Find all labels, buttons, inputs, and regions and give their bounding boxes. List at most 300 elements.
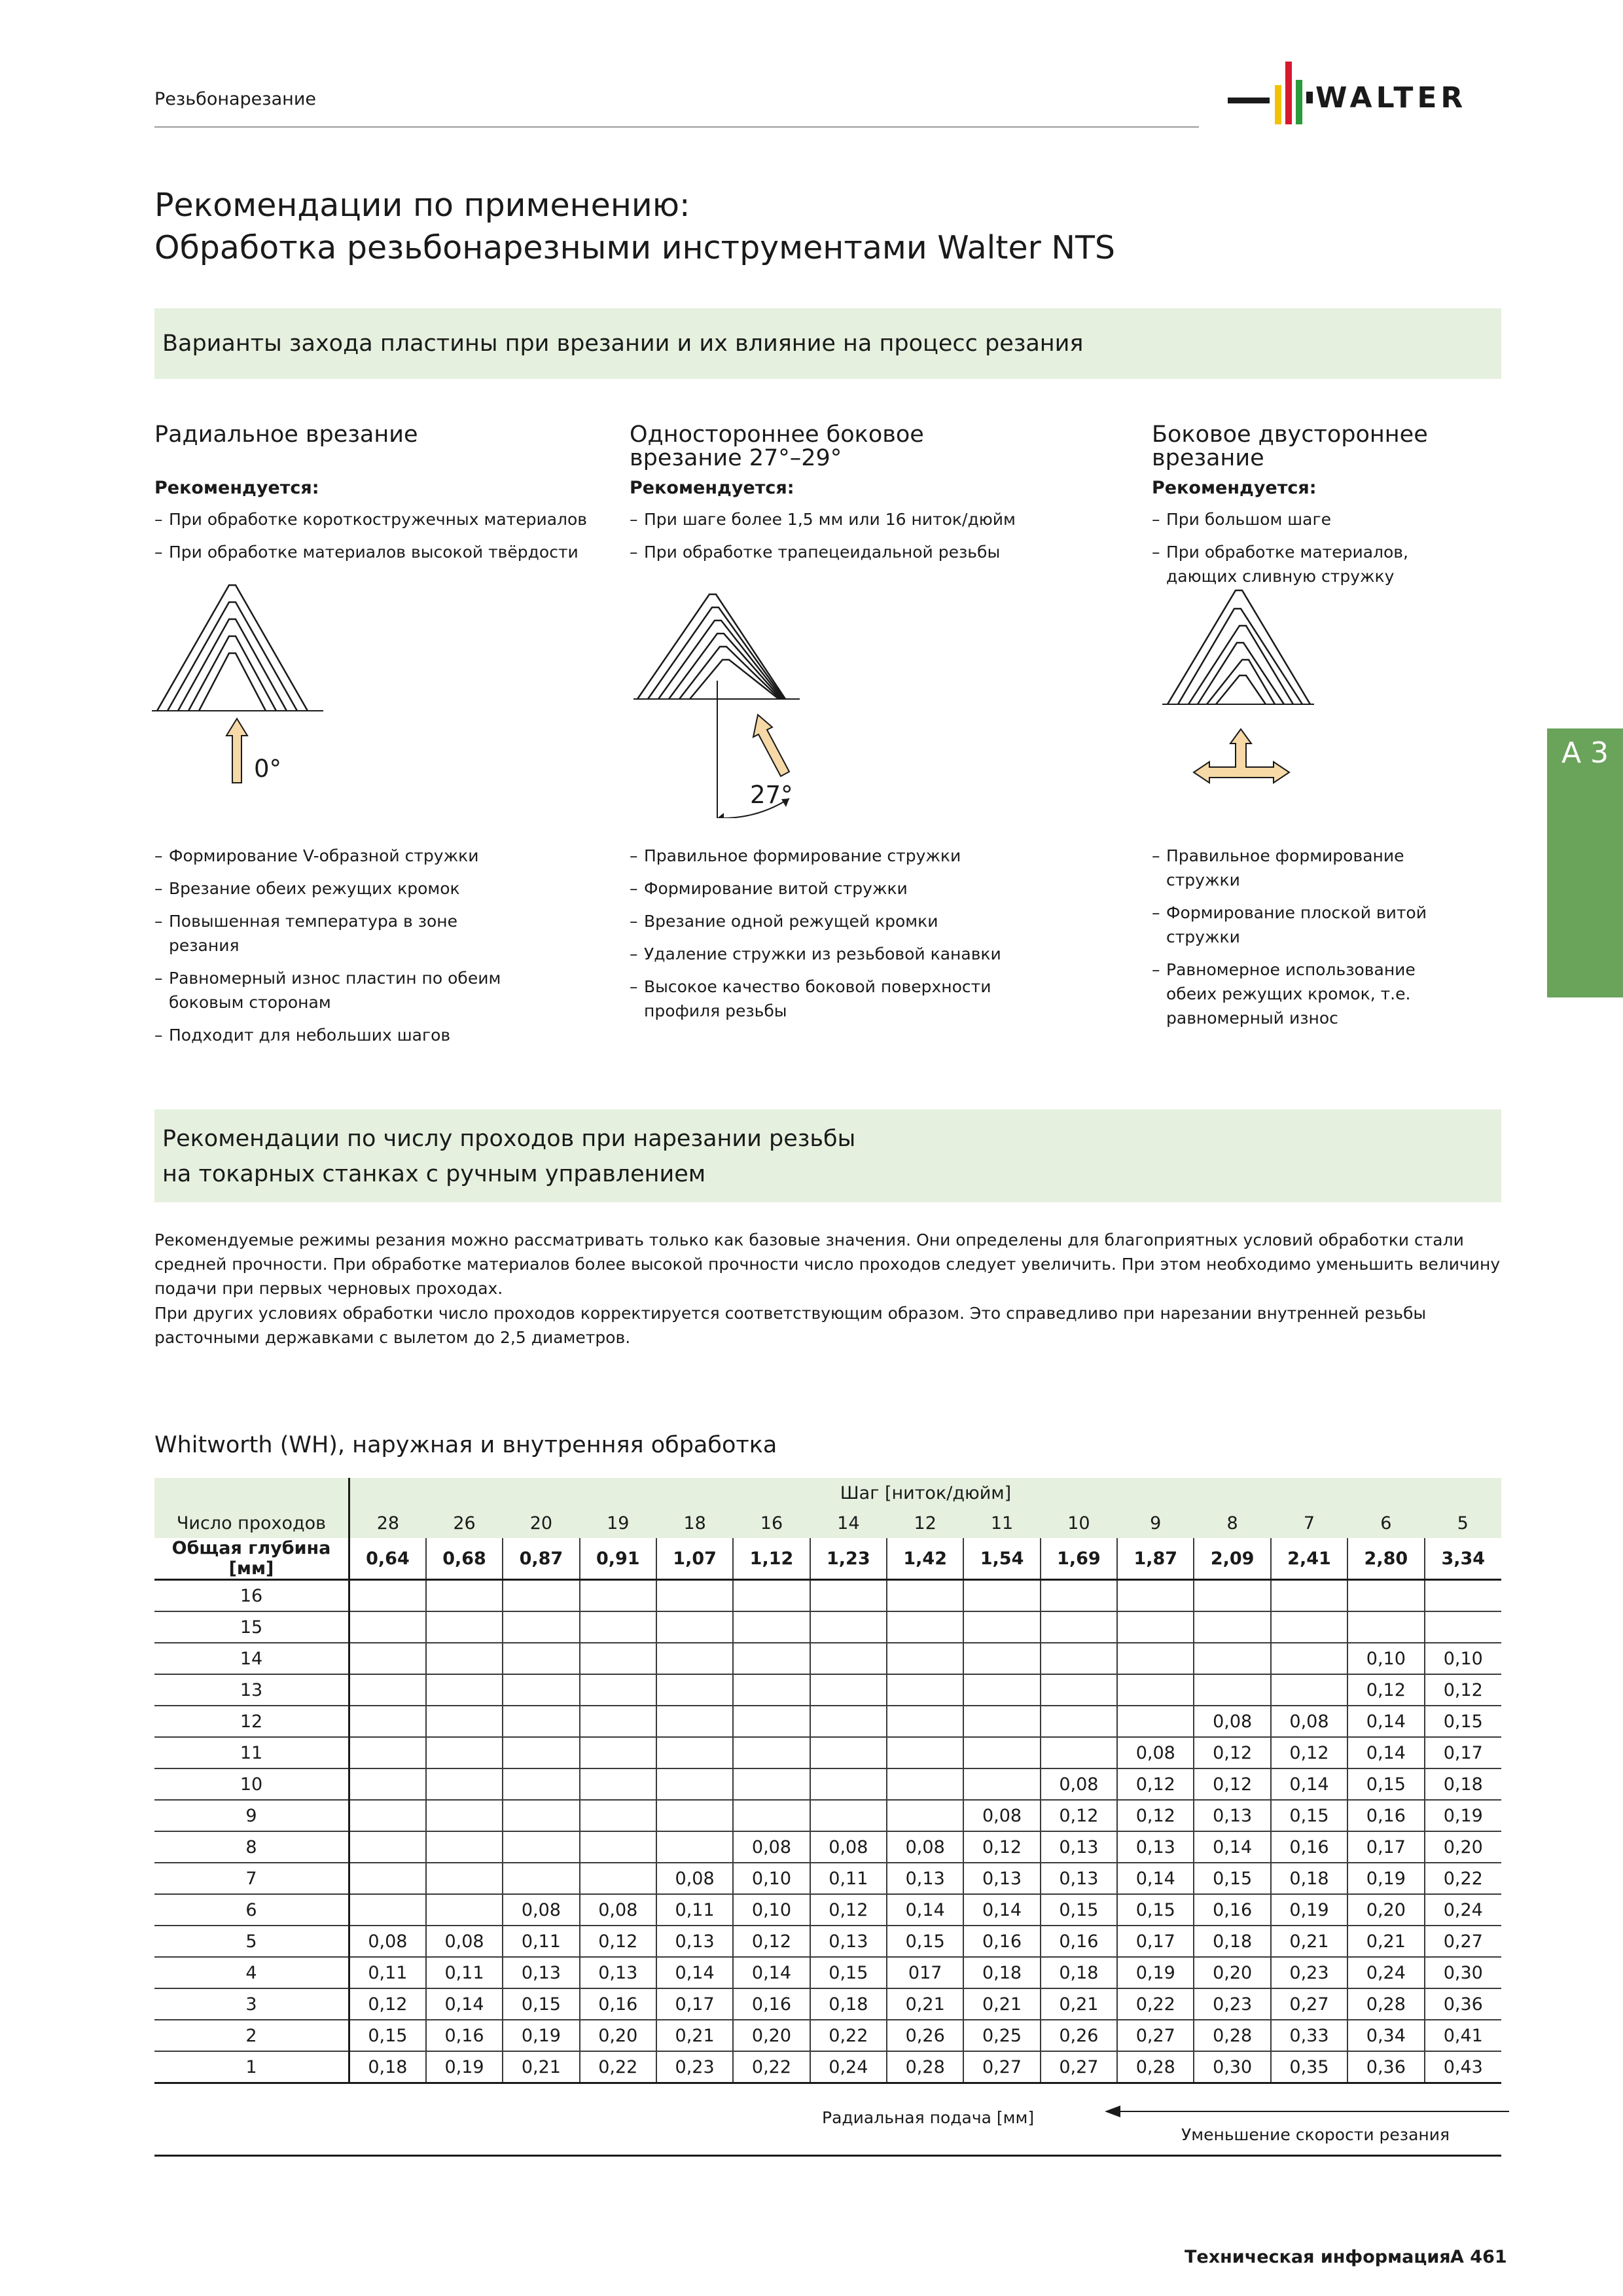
pass-number-cell: 2 [154,2020,349,2051]
radial-infeed-diagram [152,576,335,792]
infeed-cell: 0,14 [887,1894,963,1926]
infeed-cell: 0,15 [810,1957,887,1988]
infeed-cell [349,1831,426,1863]
infeed-cell [887,1580,963,1612]
table-row [154,1580,1501,1612]
depth-cell: 1,87 [1117,1538,1194,1580]
infeed-cell: 0,08 [580,1894,656,1926]
infeed-cell [349,1643,426,1674]
infeed-cell: 0,08 [656,1863,733,1894]
infeed-cell: 0,19 [1425,1800,1501,1831]
infeed-cell [1041,1611,1117,1643]
infeed-cell [887,1706,963,1737]
infeed-cell [1271,1674,1347,1706]
infeed-cell [503,1768,579,1800]
depth-header: Общая глубина [мм] [154,1538,349,1580]
infeed-cell [1117,1674,1194,1706]
infeed-cell [580,1768,656,1800]
list-item: – Правильное формирование стружки [630,844,1009,868]
table-row [154,1674,1501,1706]
infeed-cell: 0,13 [1041,1863,1117,1894]
section1-title: Варианты захода пластины при врезании и их влияние на процесс резания [162,331,1084,357]
infeed-cell [580,1800,656,1831]
infeed-cell: 0,08 [887,1831,963,1863]
infeed-cell [810,1768,887,1800]
infeed-cell [1041,1643,1117,1674]
list-item: – Подходит для небольших шагов [154,1023,508,1047]
pitch-cell: 9 [1117,1508,1194,1538]
infeed-cell [1041,1706,1117,1737]
infeed-cell [503,1831,579,1863]
infeed-cell: 0,13 [1041,1831,1117,1863]
infeed-cell: 0,23 [1194,1988,1270,2020]
infeed-cell [580,1611,656,1643]
table-row [154,1957,1501,1988]
list-item: – Формирование плоской витой стружки [1152,901,1427,949]
infeed-cell: 0,08 [503,1894,579,1926]
infeed-cell: 0,14 [656,1957,733,1988]
infeed-cell [426,1611,503,1643]
infeed-cell: 0,20 [580,2020,656,2051]
infeed-cell [349,1863,426,1894]
infeed-cell [733,1643,810,1674]
infeed-cell [1117,1611,1194,1643]
infeed-cell [426,1800,503,1831]
depth-cell: 1,12 [733,1538,810,1580]
infeed-cell: 0,15 [349,2020,426,2051]
page-title-line2: Обработка резьбонарезными инструментами Walter NTS [154,229,1116,266]
pitch-cell: 20 [503,1508,579,1538]
radial-feed-label: Радиальная подача [мм] [822,2108,1035,2127]
pass-number-cell: 12 [154,1706,349,1737]
infeed-cell: 0,16 [733,1988,810,2020]
pass-number-cell: 13 [154,1674,349,1706]
infeed-cell: 0,22 [1425,1863,1501,1894]
infeed-cell: 0,14 [963,1894,1040,1926]
infeed-cell [963,1674,1040,1706]
infeed-cell [733,1611,810,1643]
infeed-cell [887,1737,963,1768]
pitch-cell: 12 [887,1508,963,1538]
infeed-cell: 017 [887,1957,963,1988]
table-corner-cell [154,1478,349,1508]
depth-cell: 2,09 [1194,1538,1270,1580]
table-row [154,1768,1501,1800]
infeed-cell: 0,21 [503,2051,579,2083]
infeed-cell [810,1674,887,1706]
infeed-cell: 0,20 [1425,1831,1501,1863]
infeed-cell [656,1706,733,1737]
infeed-cell: 0,21 [1347,1926,1424,1957]
table-title: Whitworth (WH), наружная и внутренняя обработка [154,1432,777,1458]
infeed-cell: 0,12 [1194,1737,1270,1768]
infeed-cell: 0,30 [1425,1957,1501,1988]
infeed-cell [503,1863,579,1894]
infeed-cell [1271,1643,1347,1674]
infeed-cell: 0,18 [810,1988,887,2020]
infeed-cell [426,1580,503,1612]
pitch-cell: 19 [580,1508,656,1538]
infeed-cell [580,1737,656,1768]
list-item: – При обработке трапецеидальной резьбы [630,540,1101,564]
col2-features-list [630,844,1009,1031]
table-header-row [154,1508,1501,1538]
infeed-cell [580,1580,656,1612]
infeed-cell [963,1580,1040,1612]
pass-number-cell: 5 [154,1926,349,1957]
whitworth-passes-table [154,1478,1501,2084]
infeed-cell: 0,13 [503,1957,579,1988]
infeed-cell: 0,21 [1041,1988,1117,2020]
col1-recommended-list [154,507,599,573]
infeed-cell: 0,18 [349,2051,426,2083]
infeed-cell: 0,14 [1117,1863,1194,1894]
col3-title-line1: Боковое двустороннее [1152,422,1428,448]
infeed-cell [1117,1706,1194,1737]
infeed-cell: 0,43 [1425,2051,1501,2083]
depth-cell: 1,07 [656,1538,733,1580]
infeed-cell: 0,26 [1041,2020,1117,2051]
pitch-cell: 8 [1194,1508,1270,1538]
infeed-cell: 0,11 [349,1957,426,1988]
col1-recommended-label: Рекомендуется: [154,478,319,498]
infeed-cell: 0,12 [963,1831,1040,1863]
infeed-cell: 0,18 [963,1957,1040,1988]
col1-title: Радиальное врезание [154,422,418,448]
infeed-cell [580,1863,656,1894]
infeed-cell: 0,26 [887,2020,963,2051]
infeed-cell [887,1768,963,1800]
table-row [154,1894,1501,1926]
infeed-cell: 0,12 [810,1894,887,1926]
infeed-cell [656,1768,733,1800]
infeed-cell [349,1706,426,1737]
infeed-cell [1271,1611,1347,1643]
list-item: – Врезание одной режущей кромки [630,909,1009,933]
pass-number-cell: 9 [154,1800,349,1831]
infeed-cell: 0,13 [887,1863,963,1894]
depth-row [154,1538,1501,1580]
infeed-cell: 0,17 [1347,1831,1424,1863]
infeed-cell [810,1800,887,1831]
page-number: A 461 [1450,2247,1507,2267]
table-row [154,1800,1501,1831]
infeed-cell: 0,21 [1271,1926,1347,1957]
list-item: – Равномерное использование обеих режущих кромок, т.е. равномерный износ [1152,958,1427,1030]
infeed-cell [426,1863,503,1894]
pass-number-cell: 1 [154,2051,349,2083]
infeed-cell [1041,1580,1117,1612]
infeed-cell [1271,1580,1347,1612]
col1-angle-label: 0° [254,755,282,783]
pass-number-cell: 16 [154,1580,349,1612]
infeed-cell [887,1611,963,1643]
infeed-cell: 0,20 [1194,1957,1270,1988]
infeed-cell: 0,16 [1041,1926,1117,1957]
infeed-cell [426,1768,503,1800]
infeed-cell: 0,21 [656,2020,733,2051]
list-item: – При шаге более 1,5 мм или 16 ниток/дюйм [630,507,1101,531]
infeed-cell [733,1737,810,1768]
infeed-cell: 0,15 [503,1988,579,2020]
infeed-cell [426,1894,503,1926]
infeed-cell: 0,24 [1425,1894,1501,1926]
infeed-cell: 0,14 [1347,1706,1424,1737]
infeed-cell [426,1831,503,1863]
infeed-cell: 0,35 [1271,2051,1347,2083]
infeed-cell: 0,16 [580,1988,656,2020]
infeed-cell [963,1768,1040,1800]
infeed-cell: 0,11 [656,1894,733,1926]
list-item: – Высокое качество боковой поверхности профиля резьбы [630,975,1009,1023]
infeed-cell [349,1800,426,1831]
infeed-cell [349,1894,426,1926]
infeed-cell: 0,12 [1271,1737,1347,1768]
infeed-cell: 0,15 [1194,1863,1270,1894]
list-item: – Равномерный износ пластин по обеим боковым сторонам [154,966,508,1014]
pass-number-cell: 4 [154,1957,349,1988]
infeed-cell: 0,15 [887,1926,963,1957]
infeed-cell [1347,1580,1424,1612]
infeed-cell: 0,12 [1194,1768,1270,1800]
table-row [154,1737,1501,1768]
infeed-cell: 0,08 [1117,1737,1194,1768]
infeed-cell: 0,18 [1271,1863,1347,1894]
infeed-cell: 0,08 [426,1926,503,1957]
infeed-cell [349,1674,426,1706]
infeed-cell: 0,08 [349,1926,426,1957]
infeed-cell: 0,21 [887,1988,963,2020]
infeed-cell [656,1643,733,1674]
infeed-cell [503,1674,579,1706]
pitch-cell: 14 [810,1508,887,1538]
infeed-cell [349,1737,426,1768]
infeed-cell: 0,11 [426,1957,503,1988]
infeed-cell [656,1674,733,1706]
infeed-cell: 0,12 [1117,1768,1194,1800]
col3-recommended-label: Рекомендуется: [1152,478,1317,498]
infeed-cell: 0,10 [733,1894,810,1926]
pitch-cell: 6 [1347,1508,1424,1538]
infeed-cell [810,1580,887,1612]
list-item: – Формирование V-образной стружки [154,844,508,868]
infeed-cell: 0,13 [580,1957,656,1988]
pass-number-cell: 3 [154,1988,349,2020]
infeed-cell: 0,22 [733,2051,810,2083]
infeed-cell: 0,15 [1271,1800,1347,1831]
alternating-flank-infeed-diagram [1162,583,1319,792]
infeed-cell [810,1643,887,1674]
infeed-cell [580,1831,656,1863]
pitch-cell: 10 [1041,1508,1117,1538]
footer-rule [154,2155,1501,2157]
infeed-cell [733,1674,810,1706]
infeed-cell [503,1580,579,1612]
depth-cell: 2,80 [1347,1538,1424,1580]
pitch-cell: 16 [733,1508,810,1538]
infeed-cell: 0,27 [1117,2020,1194,2051]
pitch-cell: 28 [349,1508,426,1538]
infeed-cell: 0,13 [810,1926,887,1957]
infeed-cell: 0,14 [426,1988,503,2020]
infeed-cell [810,1737,887,1768]
pass-number-cell: 11 [154,1737,349,1768]
depth-cell: 0,87 [503,1538,579,1580]
pitch-header: Шаг [ниток/дюйм] [349,1478,1502,1508]
infeed-cell [426,1643,503,1674]
infeed-cell [887,1800,963,1831]
depth-cell: 1,69 [1041,1538,1117,1580]
section2-title-line1: Рекомендации по числу проходов при нарезании резьбы [162,1126,856,1152]
infeed-cell: 0,18 [1041,1957,1117,1988]
infeed-cell: 0,13 [1194,1800,1270,1831]
infeed-cell [1194,1580,1270,1612]
infeed-cell: 0,19 [1117,1957,1194,1988]
infeed-cell [733,1768,810,1800]
list-item: – При обработке материалов высокой твёрдости [154,540,599,564]
header-rule [154,126,1199,128]
infeed-cell: 0,14 [1194,1831,1270,1863]
infeed-cell [733,1580,810,1612]
table-row [154,1988,1501,2020]
infeed-cell: 0,12 [733,1926,810,1957]
infeed-cell: 0,16 [426,2020,503,2051]
pass-number-cell: 6 [154,1894,349,1926]
list-item: – При обработке материалов, дающих сливную стружку [1152,540,1466,588]
infeed-cell: 0,15 [1425,1706,1501,1737]
depth-cell: 0,68 [426,1538,503,1580]
infeed-cell: 0,41 [1425,2020,1501,2051]
infeed-cell: 0,34 [1347,2020,1424,2051]
infeed-cell [426,1674,503,1706]
col3-title-line2: врезание [1152,445,1264,471]
section-label: Резьбонарезание [154,89,316,109]
infeed-cell [963,1737,1040,1768]
infeed-cell [1194,1674,1270,1706]
infeed-cell [810,1611,887,1643]
table-row [154,1611,1501,1643]
infeed-cell [733,1706,810,1737]
infeed-cell [656,1800,733,1831]
table-row [154,2020,1501,2051]
infeed-cell [963,1643,1040,1674]
infeed-cell: 0,08 [1271,1706,1347,1737]
infeed-cell: 0,27 [1271,1988,1347,2020]
col2-recommended-list [630,507,1101,573]
infeed-cell: 0,08 [733,1831,810,1863]
infeed-cell [503,1706,579,1737]
infeed-cell: 0,16 [1194,1894,1270,1926]
list-item: – При обработке короткостружечных материалов [154,507,599,531]
infeed-cell: 0,08 [1194,1706,1270,1737]
infeed-cell: 0,10 [1347,1643,1424,1674]
pass-number-cell: 15 [154,1611,349,1643]
infeed-cell: 0,14 [1271,1768,1347,1800]
infeed-cell: 0,12 [349,1988,426,2020]
infeed-cell [580,1706,656,1737]
infeed-cell: 0,11 [810,1863,887,1894]
infeed-cell [1347,1611,1424,1643]
depth-cell: 2,41 [1271,1538,1347,1580]
section-tab [1547,728,1623,997]
infeed-cell: 0,28 [1347,1988,1424,2020]
infeed-cell: 0,11 [503,1926,579,1957]
infeed-cell [503,1643,579,1674]
infeed-cell [503,1737,579,1768]
pitch-cell: 18 [656,1508,733,1538]
infeed-cell [349,1580,426,1612]
pitch-cell: 11 [963,1508,1040,1538]
list-item: – Правильное формирование стружки [1152,844,1427,892]
infeed-cell: 0,19 [503,2020,579,2051]
infeed-cell [1194,1611,1270,1643]
depth-cell: 0,91 [580,1538,656,1580]
infeed-cell: 0,15 [1041,1894,1117,1926]
table-row [154,1863,1501,1894]
infeed-cell: 0,10 [733,1863,810,1894]
infeed-cell: 0,27 [1041,2051,1117,2083]
pass-number-cell: 14 [154,1643,349,1674]
infeed-cell: 0,16 [1347,1800,1424,1831]
col2-title-line2: врезание 27°–29° [630,445,842,471]
infeed-cell [426,1706,503,1737]
infeed-cell: 0,18 [1425,1768,1501,1800]
infeed-cell: 0,12 [1425,1674,1501,1706]
infeed-cell: 0,10 [1425,1643,1501,1674]
pass-number-cell: 10 [154,1768,349,1800]
table-row [154,1926,1501,1957]
infeed-cell: 0,16 [963,1926,1040,1957]
infeed-cell [810,1706,887,1737]
infeed-cell: 0,15 [1117,1894,1194,1926]
infeed-cell: 0,23 [656,2051,733,2083]
infeed-cell: 0,25 [963,2020,1040,2051]
infeed-cell: 0,12 [1041,1800,1117,1831]
infeed-cell: 0,27 [963,2051,1040,2083]
infeed-cell: 0,23 [1271,1957,1347,1988]
depth-cell: 1,54 [963,1538,1040,1580]
infeed-cell: 0,08 [1041,1768,1117,1800]
speed-reduction-label: Уменьшение скорости резания [1181,2125,1450,2144]
infeed-cell: 0,14 [1347,1737,1424,1768]
list-item: – Удаление стружки из резьбовой канавки [630,942,1009,966]
infeed-cell [656,1831,733,1863]
infeed-cell: 0,08 [963,1800,1040,1831]
infeed-cell: 0,12 [1117,1800,1194,1831]
infeed-cell: 0,21 [963,1988,1040,2020]
infeed-cell: 0,28 [1194,2020,1270,2051]
infeed-cell: 0,18 [1194,1926,1270,1957]
infeed-cell: 0,33 [1271,2020,1347,2051]
pitch-cell: 7 [1271,1508,1347,1538]
table-row [154,1831,1501,1863]
infeed-cell: 0,28 [887,2051,963,2083]
infeed-cell: 0,22 [1117,1988,1194,2020]
infeed-cell: 0,12 [1347,1674,1424,1706]
infeed-cell [580,1643,656,1674]
col2-angle-label: 27° [750,781,793,809]
infeed-cell [1194,1643,1270,1674]
infeed-cell [963,1611,1040,1643]
infeed-cell [656,1580,733,1612]
infeed-cell [1117,1643,1194,1674]
pass-number-cell: 8 [154,1831,349,1863]
infeed-cell: 0,27 [1425,1926,1501,1957]
flank-infeed-diagram [628,583,838,818]
infeed-cell [349,1611,426,1643]
infeed-cell [1041,1674,1117,1706]
table-row [154,2051,1501,2083]
